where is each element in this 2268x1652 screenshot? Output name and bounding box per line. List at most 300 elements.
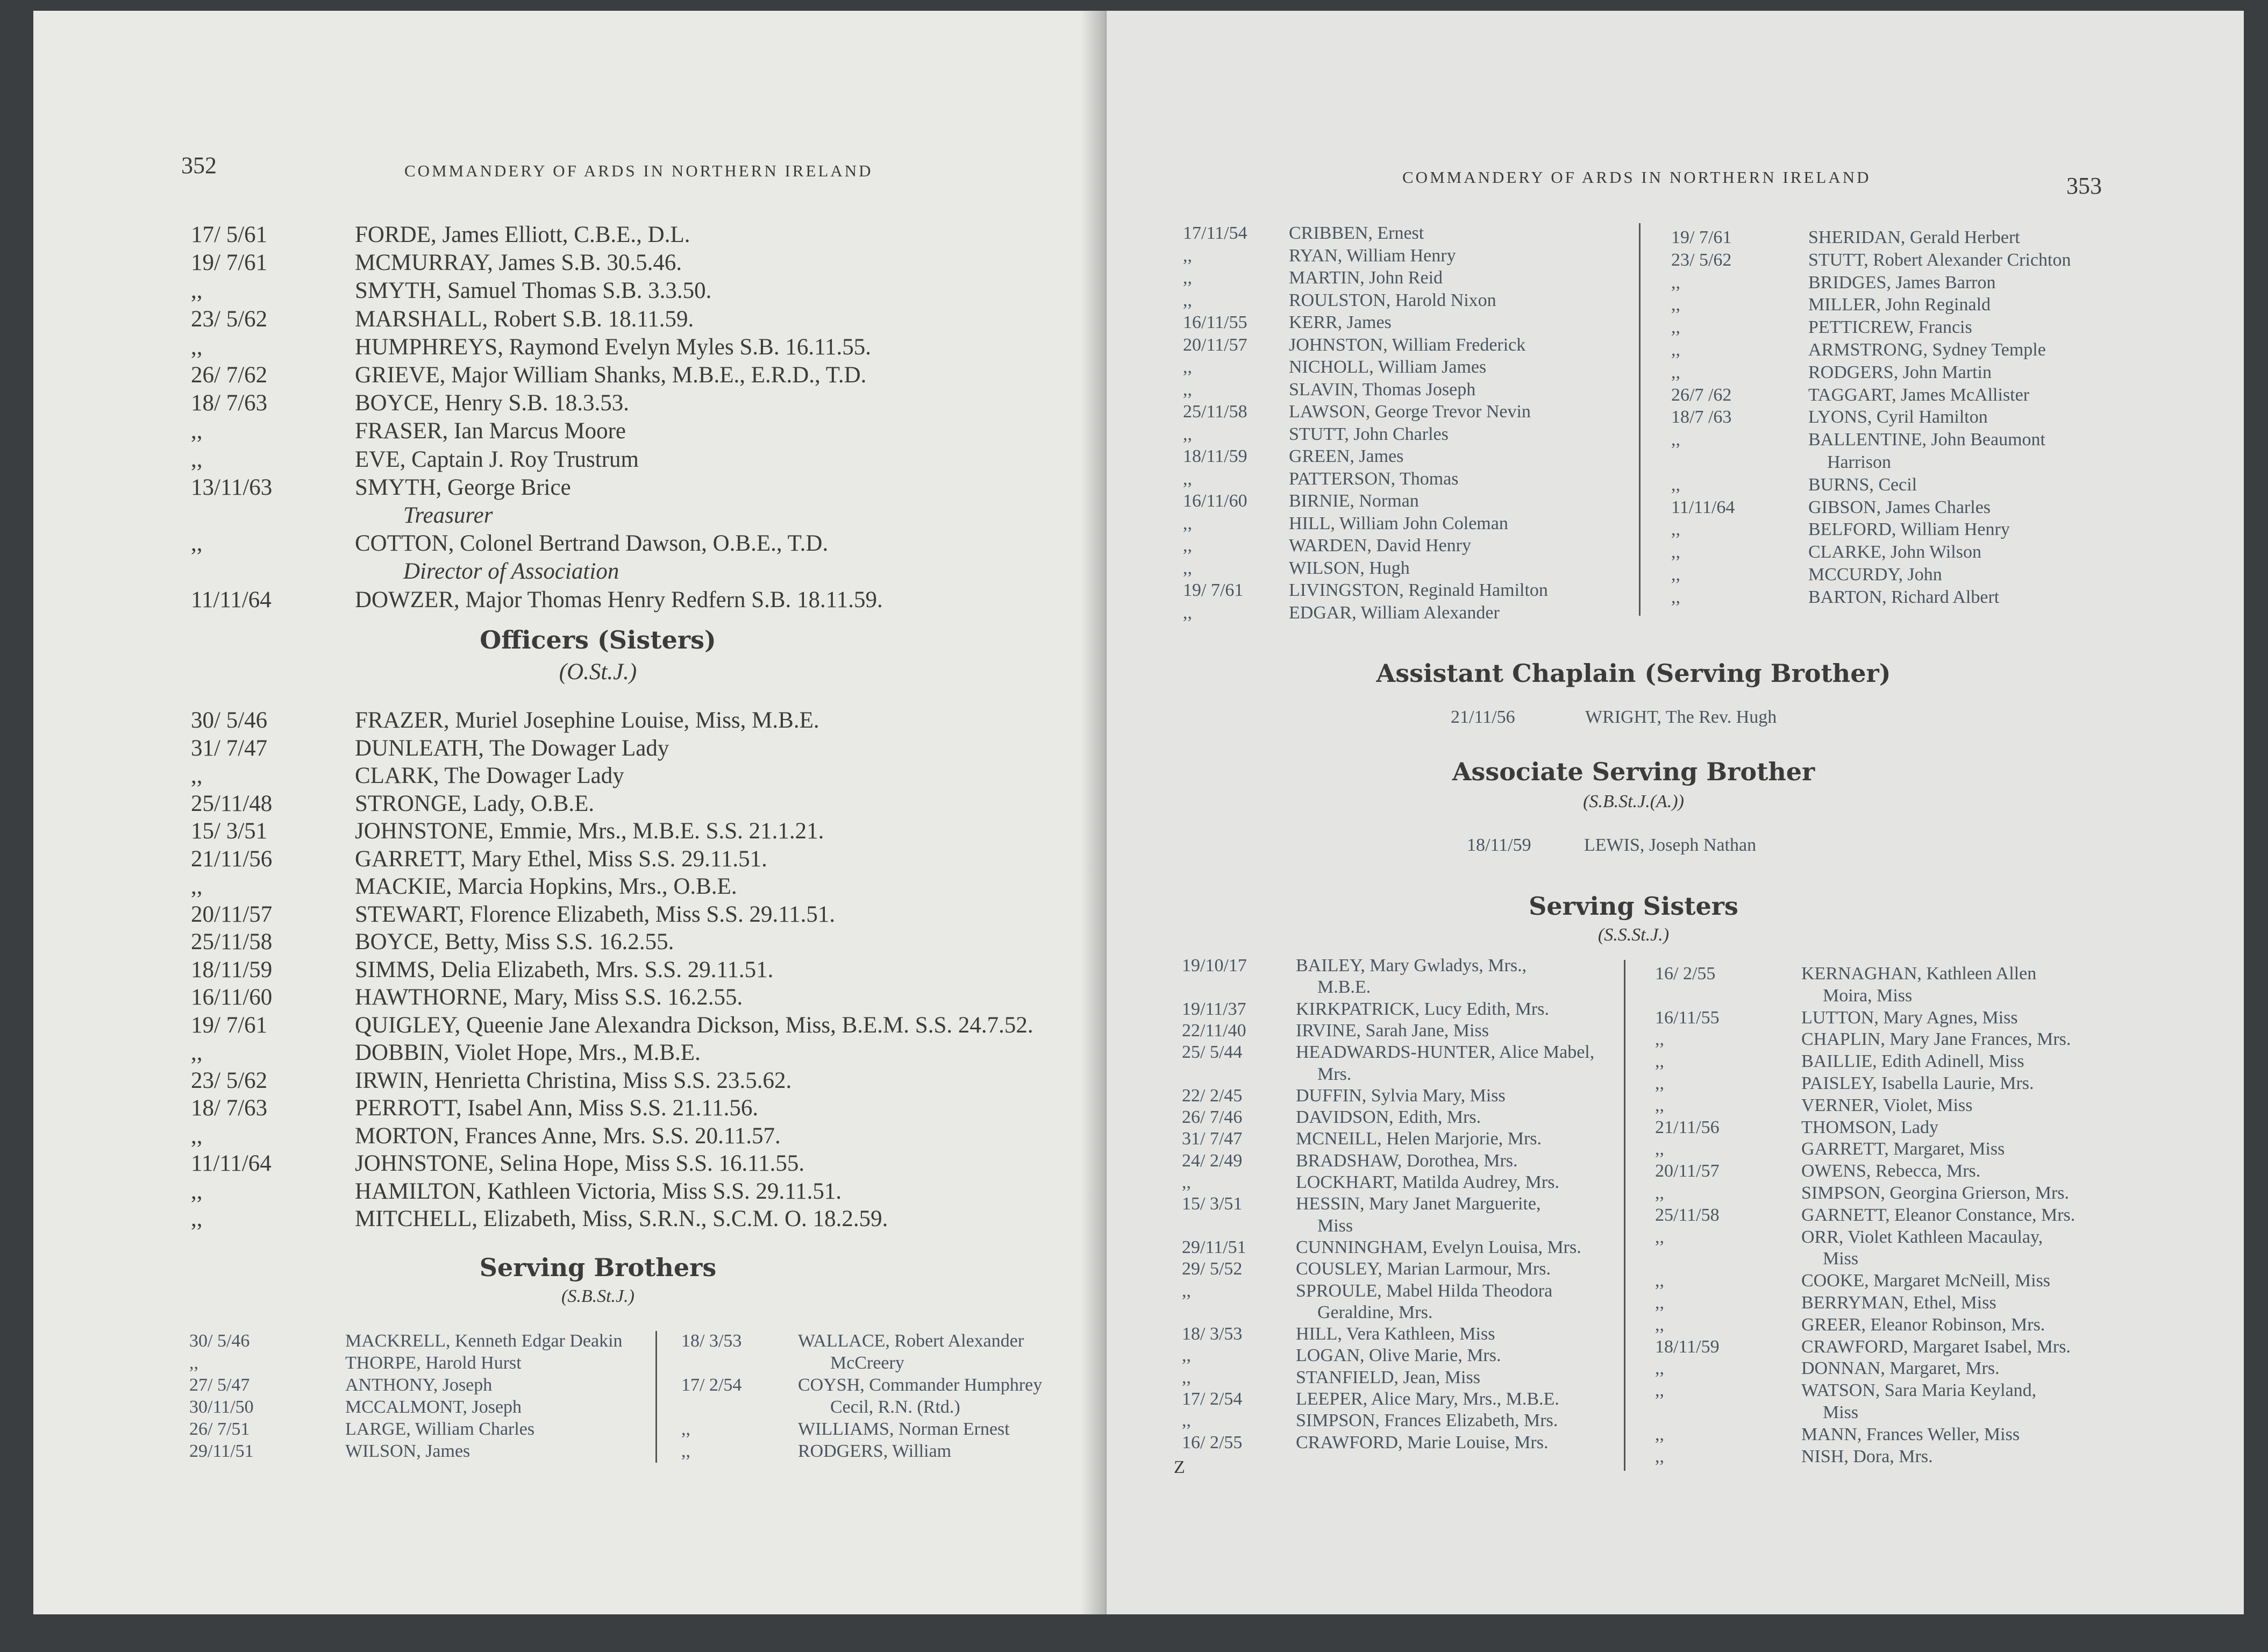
entry-date: 30/ 5/46 xyxy=(191,708,268,733)
entry-date: 18/ 3/53 xyxy=(681,1331,742,1351)
entry-name: DONNAN, Margaret, Mrs. xyxy=(1801,1358,2000,1379)
entry-date: 25/11/48 xyxy=(191,791,273,816)
list-item xyxy=(1182,1259,1551,1279)
entry-name: SMYTH, George Brice xyxy=(355,474,571,500)
entry-date: ,, xyxy=(1183,536,1192,556)
column-divider xyxy=(1639,223,1641,616)
list-item xyxy=(191,1178,842,1205)
entry-name: Miss xyxy=(1823,1249,1859,1269)
section-subheading: (S.B.St.J.) xyxy=(561,1286,634,1306)
list-item xyxy=(191,446,639,473)
list-item xyxy=(1183,602,1500,623)
entry-date: 18/ 3/53 xyxy=(1182,1324,1243,1344)
entry-date: ,, xyxy=(1183,513,1192,533)
list-item xyxy=(191,929,674,955)
entry-date: 23/ 5/62 xyxy=(191,306,268,332)
entry-date: ,, xyxy=(1671,295,1680,315)
list-item xyxy=(191,735,669,761)
entry-date: 13/11/63 xyxy=(191,474,273,500)
entry-date: ,, xyxy=(1183,245,1192,266)
entry-date: 17/ 5/61 xyxy=(191,222,268,247)
entry-name: CRAWFORD, Margaret Isabel, Mrs. xyxy=(1801,1336,2071,1357)
list-item xyxy=(1182,1389,1559,1409)
entry-date: ,, xyxy=(191,278,203,304)
entry-name: SPROULE, Mabel Hilda Theodora xyxy=(1296,1280,1553,1301)
entry-name: MARTIN, John Reid xyxy=(1289,268,1443,288)
entry-name: LAWSON, George Trevor Nevin xyxy=(1289,402,1531,422)
entry-date: 21/11/56 xyxy=(1655,1117,1720,1137)
entry-name: BAILEY, Mary Gwladys, Mrs., xyxy=(1296,956,1527,975)
list-item xyxy=(189,1441,470,1462)
entry-date: ,, xyxy=(1655,1314,1664,1335)
entry-name: DUNLEATH, The Dowager Lady xyxy=(355,735,669,761)
list-item xyxy=(1182,1042,1595,1063)
list-item xyxy=(1467,835,1757,856)
list-item xyxy=(681,1441,952,1462)
entry-name: RYAN, William Henry xyxy=(1289,245,1456,266)
entry-date: ,, xyxy=(1182,1280,1191,1301)
entry-date: 18/11/59 xyxy=(1655,1336,1720,1357)
list-item xyxy=(1182,1129,1542,1149)
entry-name: BARTON, Richard Albert xyxy=(1808,587,2000,607)
entry-name: GIBSON, James Charles xyxy=(1808,497,1991,517)
entry-name: WILLIAMS, Norman Ernest xyxy=(798,1419,1010,1439)
entry-date: ,, xyxy=(191,334,203,360)
list-item xyxy=(1655,1446,1933,1467)
entry-name: MCCALMONT, Joseph xyxy=(345,1397,522,1417)
entry-date: 29/11/51 xyxy=(1182,1237,1246,1257)
entry-name: MARSHALL, Robert S.B. 18.11.59. xyxy=(355,306,694,332)
list-item xyxy=(191,250,682,276)
entry-name: JOHNSTON, William Frederick xyxy=(1289,334,1526,355)
entry-name: CLARKE, John Wilson xyxy=(1808,542,1981,562)
list-item xyxy=(191,846,767,872)
list-item xyxy=(1655,1271,2051,1291)
entry-name: COYSH, Commander Humphrey xyxy=(798,1375,1043,1395)
entry-date: ,, xyxy=(1183,558,1192,578)
entry-date: 19/ 7/61 xyxy=(1671,227,1732,247)
entry-date: 26/7 /62 xyxy=(1671,384,1732,405)
entry-date: 18/ 7/63 xyxy=(191,390,268,416)
list-item xyxy=(1671,430,2045,450)
entry-date: ,, xyxy=(1183,268,1192,288)
entry-name: LEWIS, Joseph Nathan xyxy=(1584,835,1757,855)
entry-name: LOCKHART, Matilda Audrey, Mrs. xyxy=(1296,1172,1559,1192)
list-item xyxy=(681,1331,1024,1351)
entry-name: WATSON, Sara Maria Keyland, xyxy=(1801,1380,2037,1401)
entry-date: 19/ 7/61 xyxy=(1183,580,1244,600)
list-item xyxy=(191,901,836,928)
entry-date: 19/10/17 xyxy=(1182,956,1247,975)
list-item xyxy=(1655,1205,2076,1226)
entry-name: Treasurer xyxy=(403,503,493,528)
entry-date: ,, xyxy=(191,531,203,557)
list-item xyxy=(1183,468,1459,489)
entry-name: LUTTON, Mary Agnes, Miss xyxy=(1801,1007,2018,1028)
entry-date: ,, xyxy=(1655,1271,1664,1291)
entry-name: BRADSHAW, Dorothea, Mrs. xyxy=(1296,1150,1518,1171)
entry-name: MANN, Frances Weller, Miss xyxy=(1801,1424,2020,1444)
list-item xyxy=(191,418,626,444)
entry-date: 25/11/58 xyxy=(1183,402,1247,422)
entry-date: 25/ 5/44 xyxy=(1182,1042,1243,1063)
entry-date: ,, xyxy=(1655,1424,1664,1444)
entry-name: JOHNSTONE, Selina Hope, Miss S.S. 16.11.55. xyxy=(355,1151,805,1176)
entry-name: ROULSTON, Harold Nixon xyxy=(1289,290,1496,310)
entry-name: Director of Association xyxy=(403,559,619,585)
entry-name: GARRETT, Margaret, Miss xyxy=(1801,1139,2005,1159)
list-item xyxy=(1183,357,1487,378)
entry-name: PATTERSON, Thomas xyxy=(1289,468,1459,489)
entry-name: PAISLEY, Isabella Laurie, Mrs. xyxy=(1801,1073,2034,1093)
list-item xyxy=(191,306,694,332)
list-item xyxy=(1655,1095,1973,1116)
entry-date: ,, xyxy=(191,1040,203,1065)
list-item xyxy=(1655,1029,2071,1050)
entry-date: ,, xyxy=(1182,1367,1191,1387)
list-item xyxy=(191,984,743,1010)
section-subheading: (S.B.St.J.(A.)) xyxy=(1583,792,1684,811)
entry-name: GARRETT, Mary Ethel, Miss S.S. 29.11.51. xyxy=(355,846,767,872)
list-item xyxy=(1182,1367,1480,1388)
list-item xyxy=(1182,1324,1495,1344)
entry-date: 16/11/60 xyxy=(191,985,273,1010)
entry-date: ,, xyxy=(1655,1095,1664,1115)
entry-name: COTTON, Colonel Bertrand Dawson, O.B.E., T.D. xyxy=(355,531,829,557)
list-item xyxy=(191,957,774,983)
entry-date: 30/11/50 xyxy=(189,1397,254,1417)
list-item xyxy=(1655,1073,2034,1094)
entry-date: 18/11/59 xyxy=(1467,835,1531,855)
list-item xyxy=(191,1039,701,1066)
entry-date: 17/ 2/54 xyxy=(681,1375,742,1395)
entry-name: Miss xyxy=(1823,1402,1859,1422)
entry-name: NICHOLL, William James xyxy=(1289,357,1487,377)
entry-date: 11/11/64 xyxy=(191,587,272,613)
entry-name: SMYTH, Samuel Thomas S.B. 3.3.50. xyxy=(355,278,712,304)
list-item xyxy=(189,1419,535,1440)
entry-date: ,, xyxy=(191,1123,203,1149)
entry-date: ,, xyxy=(1183,468,1192,489)
entry-date: ,, xyxy=(1655,1051,1664,1072)
entry-date: ,, xyxy=(1671,542,1680,562)
list-item xyxy=(1182,1432,1549,1453)
entry-name: DUFFIN, Sylvia Mary, Miss xyxy=(1296,1085,1506,1106)
entry-date: 18/7 /63 xyxy=(1671,407,1732,428)
list-item xyxy=(1183,223,1424,244)
entry-date: 26/ 7/51 xyxy=(189,1419,250,1439)
entry-date: ,, xyxy=(1655,1183,1664,1203)
list-item xyxy=(1451,707,1777,728)
entry-name: KIRKPATRICK, Lucy Edith, Mrs. xyxy=(1296,999,1549,1019)
entry-date: 16/11/55 xyxy=(1655,1007,1720,1028)
column-divider xyxy=(655,1331,657,1463)
list-item xyxy=(1655,1139,2005,1159)
entry-date: 29/ 5/52 xyxy=(1182,1259,1243,1279)
section-heading: Serving Brothers xyxy=(479,1253,717,1282)
entry-date: ,, xyxy=(1671,587,1680,607)
entry-name: CHAPLIN, Mary Jane Frances, Mrs. xyxy=(1801,1029,2071,1050)
entry-date: ,, xyxy=(1655,1029,1664,1050)
entry-name: ANTHONY, Joseph xyxy=(345,1375,493,1395)
list-item xyxy=(191,474,571,501)
entry-date: ,, xyxy=(1655,1380,1664,1401)
entry-name: NISH, Dora, Mrs. xyxy=(1801,1446,1933,1466)
entry-name: DOWZER, Major Thomas Henry Redfern S.B. 18.11.59. xyxy=(355,587,883,613)
entry-name: MCCURDY, John xyxy=(1808,565,1942,585)
list-item xyxy=(1655,1424,2020,1445)
entry-name: MORTON, Frances Anne, Mrs. S.S. 20.11.57. xyxy=(355,1123,781,1149)
entry-date: ,, xyxy=(1655,1446,1664,1466)
entry-name: MITCHELL, Elizabeth, Miss, S.R.N., S.C.M. O. 18.2.59. xyxy=(355,1206,888,1231)
entry-name: FRAZER, Muriel Josephine Louise, Miss, M.B.E. xyxy=(355,708,819,733)
entry-date: 17/ 2/54 xyxy=(1182,1389,1243,1409)
entry-name: JOHNSTONE, Emmie, Mrs., M.B.E. S.S. 21.1.21. xyxy=(355,818,824,844)
entry-name: DAVIDSON, Edith, Mrs. xyxy=(1296,1107,1481,1128)
entry-date: ,, xyxy=(1671,565,1680,585)
entry-name: KERR, James xyxy=(1289,312,1392,332)
list-item xyxy=(1183,424,1449,445)
list-item xyxy=(1671,227,2020,248)
list-item xyxy=(1183,536,1471,556)
entry-date: ,, xyxy=(1671,362,1680,382)
entry-name: M.B.E. xyxy=(1317,977,1371,998)
list-item xyxy=(1655,1117,1938,1138)
entry-date: 22/ 2/45 xyxy=(1182,1085,1243,1106)
entry-name: GRIEVE, Major William Shanks, M.B.E., E.R.D., T.D. xyxy=(355,362,867,388)
list-item xyxy=(1655,1051,2024,1072)
entry-date: 21/11/56 xyxy=(191,846,273,872)
page-number: 353 xyxy=(2066,173,2102,199)
entry-name: RODGERS, John Martin xyxy=(1808,362,1992,382)
list-item xyxy=(191,222,690,248)
running-head: COMMANDERY OF ARDS IN NORTHERN IRELAND xyxy=(404,161,873,180)
entry-name: BOYCE, Henry S.B. 18.3.53. xyxy=(355,390,630,416)
list-item xyxy=(1655,1336,2071,1357)
entry-name: HILL, Vera Kathleen, Miss xyxy=(1296,1324,1495,1344)
entry-name: BAILLIE, Edith Adinell, Miss xyxy=(1801,1051,2024,1072)
list-item xyxy=(1655,1314,2045,1335)
entry-name: LYONS, Cyril Hamilton xyxy=(1808,407,1988,428)
entry-date: 19/ 7/61 xyxy=(191,1012,268,1038)
entry-date: ,, xyxy=(1183,602,1192,623)
entry-date: 16/11/55 xyxy=(1183,312,1247,332)
entry-name: STRONGE, Lady, O.B.E. xyxy=(355,791,595,816)
list-item xyxy=(1182,1172,1559,1193)
list-item xyxy=(1655,1293,1996,1313)
list-item xyxy=(189,1353,522,1373)
entry-name: EVE, Captain J. Roy Trustrum xyxy=(355,446,639,472)
entry-date: ,, xyxy=(1183,290,1192,310)
list-item xyxy=(1655,1358,2000,1379)
entry-date: 24/ 2/49 xyxy=(1182,1150,1243,1171)
list-item xyxy=(1671,497,1991,518)
entry-name: WILSON, Hugh xyxy=(1289,558,1410,578)
entry-name: SIMPSON, Frances Elizabeth, Mrs. xyxy=(1296,1411,1558,1431)
entry-name: RODGERS, William xyxy=(798,1441,952,1461)
entry-name: SIMMS, Delia Elizabeth, Mrs. S.S. 29.11.51. xyxy=(355,957,774,982)
list-item xyxy=(191,1095,759,1121)
list-item xyxy=(191,791,595,817)
entry-name: ORR, Violet Kathleen Macaulay, xyxy=(1801,1227,2043,1247)
list-item xyxy=(1182,1237,1581,1258)
list-item xyxy=(681,1419,1010,1440)
list-item xyxy=(1655,1007,2018,1028)
entry-date: ,, xyxy=(191,418,203,444)
entry-name: CLARK, The Dowager Lady xyxy=(355,763,624,788)
entry-name: McCreery xyxy=(830,1353,904,1373)
list-item xyxy=(1671,587,2000,608)
entry-date: 21/11/56 xyxy=(1451,707,1515,727)
entry-name: KERNAGHAN, Kathleen Allen xyxy=(1801,964,2037,984)
entry-date: 30/ 5/46 xyxy=(189,1331,250,1351)
entry-date: 27/ 5/47 xyxy=(189,1375,250,1395)
list-item xyxy=(191,390,630,416)
entry-date: 25/11/58 xyxy=(1655,1205,1720,1225)
list-item xyxy=(1183,446,1404,467)
list-item xyxy=(1183,513,1508,534)
list-item xyxy=(189,1331,623,1351)
list-item xyxy=(1183,558,1410,579)
list-item xyxy=(191,362,867,388)
list-item xyxy=(1183,491,1419,511)
section-heading: Officers (Sisters) xyxy=(480,625,716,654)
entry-date: ,, xyxy=(1655,1139,1664,1159)
list-item xyxy=(1183,245,1456,266)
list-item xyxy=(1183,290,1496,311)
list-item xyxy=(1183,580,1548,601)
list-item xyxy=(1182,1194,1541,1214)
entry-date: 17/11/54 xyxy=(1183,223,1247,243)
entry-name: DOBBIN, Violet Hope, Mrs., M.B.E. xyxy=(355,1040,701,1065)
entry-date: ,, xyxy=(191,446,203,472)
list-item xyxy=(1671,384,2030,405)
list-item xyxy=(1182,1107,1481,1128)
list-item xyxy=(1182,1280,1553,1301)
entry-date: ,, xyxy=(1671,474,1680,495)
list-item xyxy=(1183,268,1443,288)
entry-date: ,, xyxy=(1655,1293,1664,1313)
list-item xyxy=(1183,312,1392,333)
list-item xyxy=(1183,379,1476,400)
entry-date: ,, xyxy=(1183,424,1192,444)
entry-date: 20/11/57 xyxy=(1183,334,1247,355)
entry-name: CRIBBEN, Ernest xyxy=(1289,223,1424,243)
entry-name: MACKIE, Marcia Hopkins, Mrs., O.B.E. xyxy=(355,874,737,899)
entry-name: BERRYMAN, Ethel, Miss xyxy=(1801,1293,1996,1313)
entry-name: GREER, Eleanor Robinson, Mrs. xyxy=(1801,1314,2045,1335)
column-divider xyxy=(1624,960,1625,1471)
entry-date: 16/ 2/55 xyxy=(1655,964,1716,984)
entry-name: CUNNINGHAM, Evelyn Louisa, Mrs. xyxy=(1296,1237,1581,1257)
entry-date: 18/ 7/63 xyxy=(191,1095,268,1121)
list-item xyxy=(1183,334,1526,355)
entry-date: ,, xyxy=(681,1419,690,1439)
section-subheading: (S.S.St.J.) xyxy=(1597,925,1670,945)
section-subheading: (O.St.J.) xyxy=(559,659,637,685)
list-item xyxy=(191,1150,805,1177)
entry-date: 16/ 2/55 xyxy=(1182,1432,1243,1452)
entry-date: ,, xyxy=(1671,317,1680,338)
entry-name: STUTT, John Charles xyxy=(1289,424,1449,444)
entry-date: ,, xyxy=(681,1441,690,1461)
list-item xyxy=(1655,964,2037,984)
entry-date: ,, xyxy=(189,1353,198,1373)
entry-name: HILL, William John Coleman xyxy=(1289,513,1508,533)
entry-date: 25/11/58 xyxy=(191,929,273,955)
entry-date: ,, xyxy=(1655,1073,1664,1093)
entry-name: HAWTHORNE, Mary, Miss S.S. 16.2.55. xyxy=(355,985,743,1010)
entry-date: 31/ 7/47 xyxy=(1182,1129,1243,1149)
section-heading: Serving Sisters xyxy=(1529,892,1738,921)
entry-name: IRVINE, Sarah Jane, Miss xyxy=(1296,1020,1489,1041)
entry-name: SHERIDAN, Gerald Herbert xyxy=(1808,227,2020,247)
entry-date: ,, xyxy=(1183,357,1192,377)
list-item xyxy=(189,1375,493,1395)
list-item xyxy=(1671,272,1996,293)
list-item xyxy=(1655,1227,2043,1248)
list-item xyxy=(191,873,737,900)
entry-name: MILLER, John Reginald xyxy=(1808,295,1991,315)
list-item xyxy=(1671,565,1942,585)
entry-name: STEWART, Florence Elizabeth, Miss S.S. 29.11.51. xyxy=(355,901,836,927)
list-item xyxy=(1183,402,1531,422)
entry-name: LEEPER, Alice Mary, Mrs., M.B.E. xyxy=(1296,1389,1559,1409)
entry-name: HAMILTON, Kathleen Victoria, Miss S.S. 29.11.51. xyxy=(355,1178,842,1204)
left-page xyxy=(33,11,1108,1614)
list-item xyxy=(1671,519,2010,540)
entry-name: COUSLEY, Marian Larmour, Mrs. xyxy=(1296,1259,1551,1279)
list-item xyxy=(1671,250,2071,270)
entry-date: ,, xyxy=(1671,519,1680,540)
entry-name: HUMPHREYS, Raymond Evelyn Myles S.B. 16.11.55. xyxy=(355,334,871,360)
entry-date: ,, xyxy=(1183,379,1192,400)
section-heading: Assistant Chaplain (Serving Brother) xyxy=(1376,659,1891,688)
entry-name: WALLACE, Robert Alexander xyxy=(798,1331,1024,1351)
signature-mark: Z xyxy=(1174,1457,1185,1477)
list-item xyxy=(1671,474,1917,495)
entry-date: 22/11/40 xyxy=(1182,1020,1246,1041)
entry-name: HESSIN, Mary Janet Marguerite, xyxy=(1296,1194,1541,1214)
entry-date: ,, xyxy=(1655,1358,1664,1379)
list-item xyxy=(191,277,712,304)
list-item xyxy=(191,530,829,557)
list-item xyxy=(681,1375,1043,1395)
list-item xyxy=(1671,407,1988,428)
entry-name: Mrs. xyxy=(1317,1064,1352,1084)
entry-date: ,, xyxy=(191,874,203,899)
entry-date: 20/11/57 xyxy=(191,901,273,927)
entry-date: 15/ 3/51 xyxy=(191,818,268,844)
entry-date: 19/11/37 xyxy=(1182,999,1246,1019)
list-item xyxy=(1671,542,1981,562)
entry-name: BELFORD, William Henry xyxy=(1808,519,2010,540)
entry-name: PETTICREW, Francis xyxy=(1808,317,1972,338)
entry-name: Geraldine, Mrs. xyxy=(1317,1302,1433,1322)
entry-name: Miss xyxy=(1317,1215,1353,1236)
entry-name: THOMSON, Lady xyxy=(1801,1117,1938,1137)
entry-name: LARGE, William Charles xyxy=(345,1419,535,1439)
entry-name: PERROTT, Isabel Ann, Miss S.S. 21.11.56. xyxy=(355,1095,759,1121)
entry-date: 18/11/59 xyxy=(191,957,273,982)
list-item xyxy=(1671,340,2046,360)
entry-name: LOGAN, Olive Marie, Mrs. xyxy=(1296,1345,1501,1366)
entry-date: ,, xyxy=(191,1206,203,1231)
list-item xyxy=(191,707,819,734)
entry-date: 11/11/64 xyxy=(1671,497,1735,517)
entry-name: Harrison xyxy=(1827,452,1891,472)
entry-name: TAGGART, James McAllister xyxy=(1808,384,2030,405)
